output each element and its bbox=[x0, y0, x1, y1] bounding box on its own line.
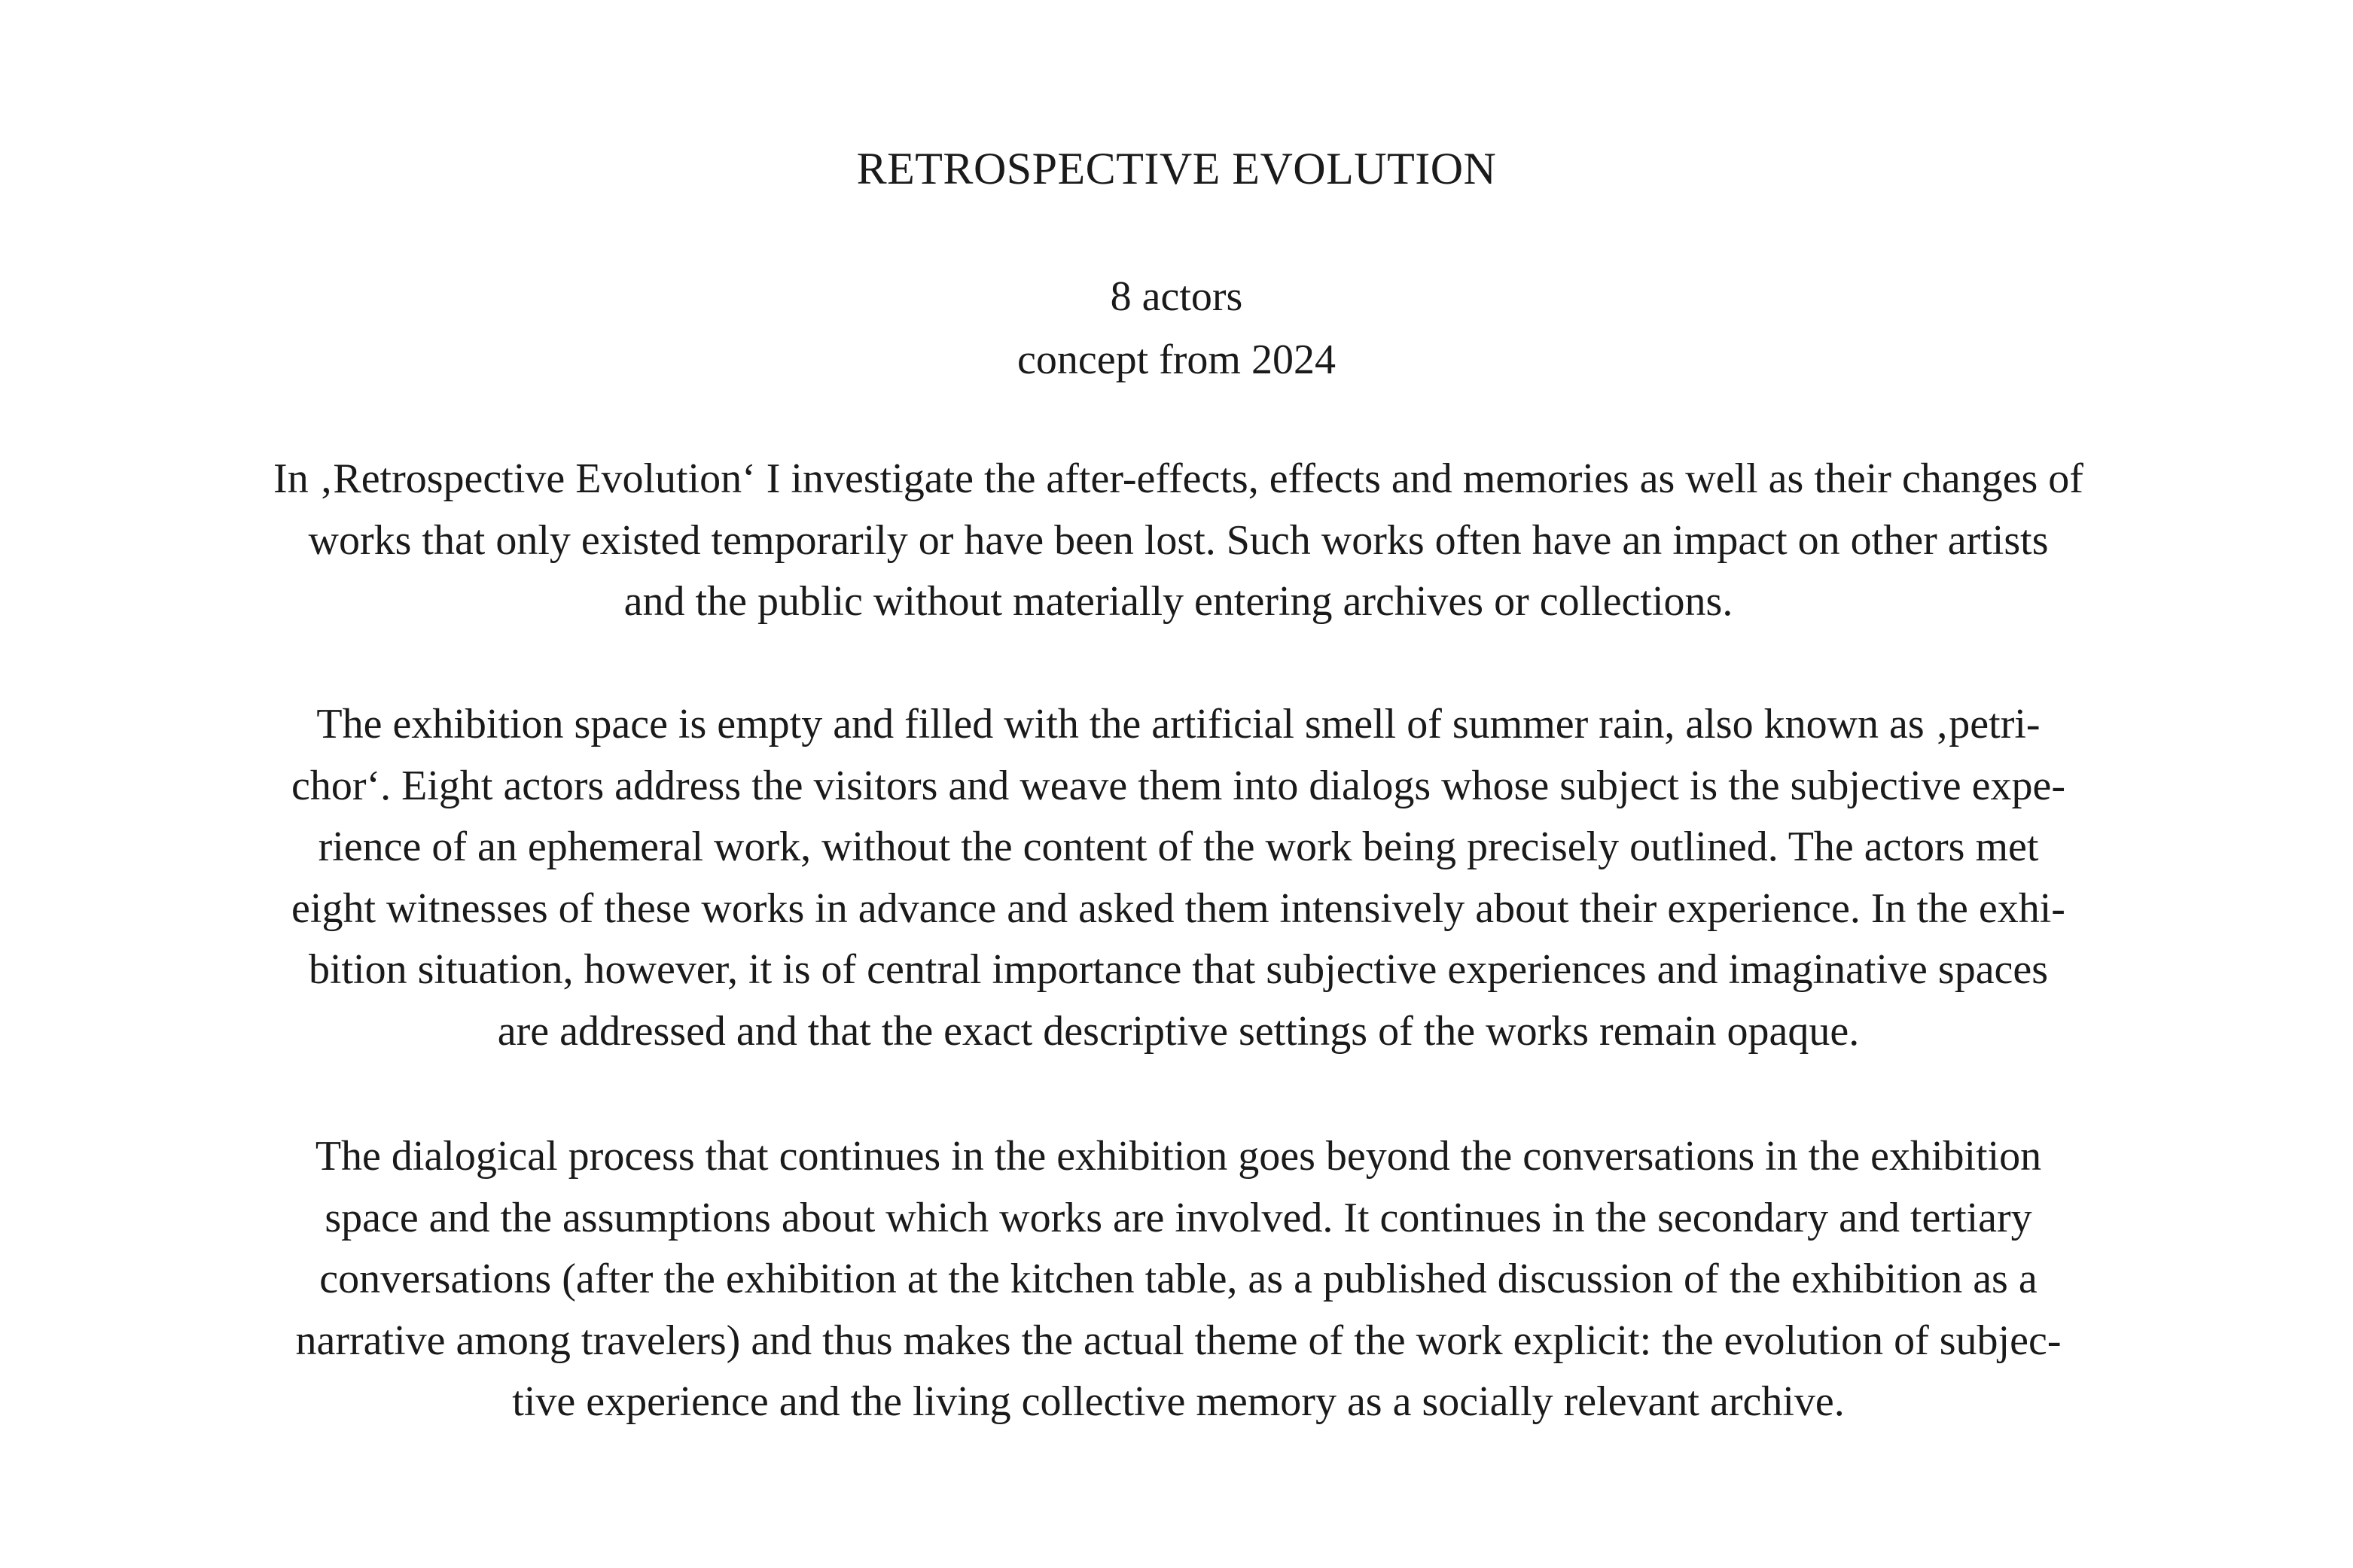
paragraph-exhibition-space bbox=[184, 694, 2172, 1062]
paragraph-line: and the public without materially entering archives or collections. bbox=[623, 578, 1733, 625]
paragraph-line: bition situation, however, it is of central importance that subjective experiences and imaginative spaces bbox=[308, 946, 2049, 993]
paragraph-line: tive experience and the living collective memory as a socially relevant archive. bbox=[512, 1378, 1845, 1425]
paragraph-line: In ‚Retrospective Evolution‘ I investigate the after-effects, effects and memories as well as their changes of bbox=[273, 455, 2083, 502]
paragraph-line: space and the assumptions about which works are involved. It continues in the secondary and tertiary bbox=[325, 1194, 2032, 1241]
actors-count: 8 actors bbox=[1110, 273, 1243, 320]
paragraph-line: are addressed and that the exact descriptive settings of the works remain opaque. bbox=[497, 1007, 1860, 1055]
paragraph-line: The dialogical process that continues in the exhibition goes beyond the conversations in the exhibition bbox=[315, 1133, 2042, 1180]
paragraph-line: eight witnesses of these works in advance and asked them intensively about their experience. In the exhi- bbox=[291, 884, 2065, 932]
paragraph-line: chor‘. Eight actors address the visitors and weave them into dialogs whose subject is the subjective expe- bbox=[291, 762, 2066, 809]
paragraph-line: works that only existed temporarily or have been lost. Such works often have an impact on other artists bbox=[308, 516, 2049, 564]
paragraph-dialogical-process bbox=[184, 1126, 2172, 1433]
concept-year: concept from 2024 bbox=[1017, 336, 1336, 383]
page-title: RETROSPECTIVE EVOLUTION bbox=[856, 144, 1497, 193]
paragraph-line: conversations (after the exhibition at the kitchen table, as a published discussion of the exhibition as a bbox=[319, 1256, 2038, 1302]
paragraph-intro bbox=[184, 449, 2172, 633]
paragraph-line: rience of an ephemeral work, without the content of the work being precisely outlined. The actors met bbox=[318, 824, 2039, 870]
meta-block bbox=[0, 265, 2353, 391]
paragraph-line: narrative among travelers) and thus makes the actual theme of the work explicit: the evolution of subjec- bbox=[295, 1317, 2062, 1364]
paragraph-line: The exhibition space is empty and filled with the artificial smell of summer rain, also known as ‚petri- bbox=[316, 701, 2041, 747]
